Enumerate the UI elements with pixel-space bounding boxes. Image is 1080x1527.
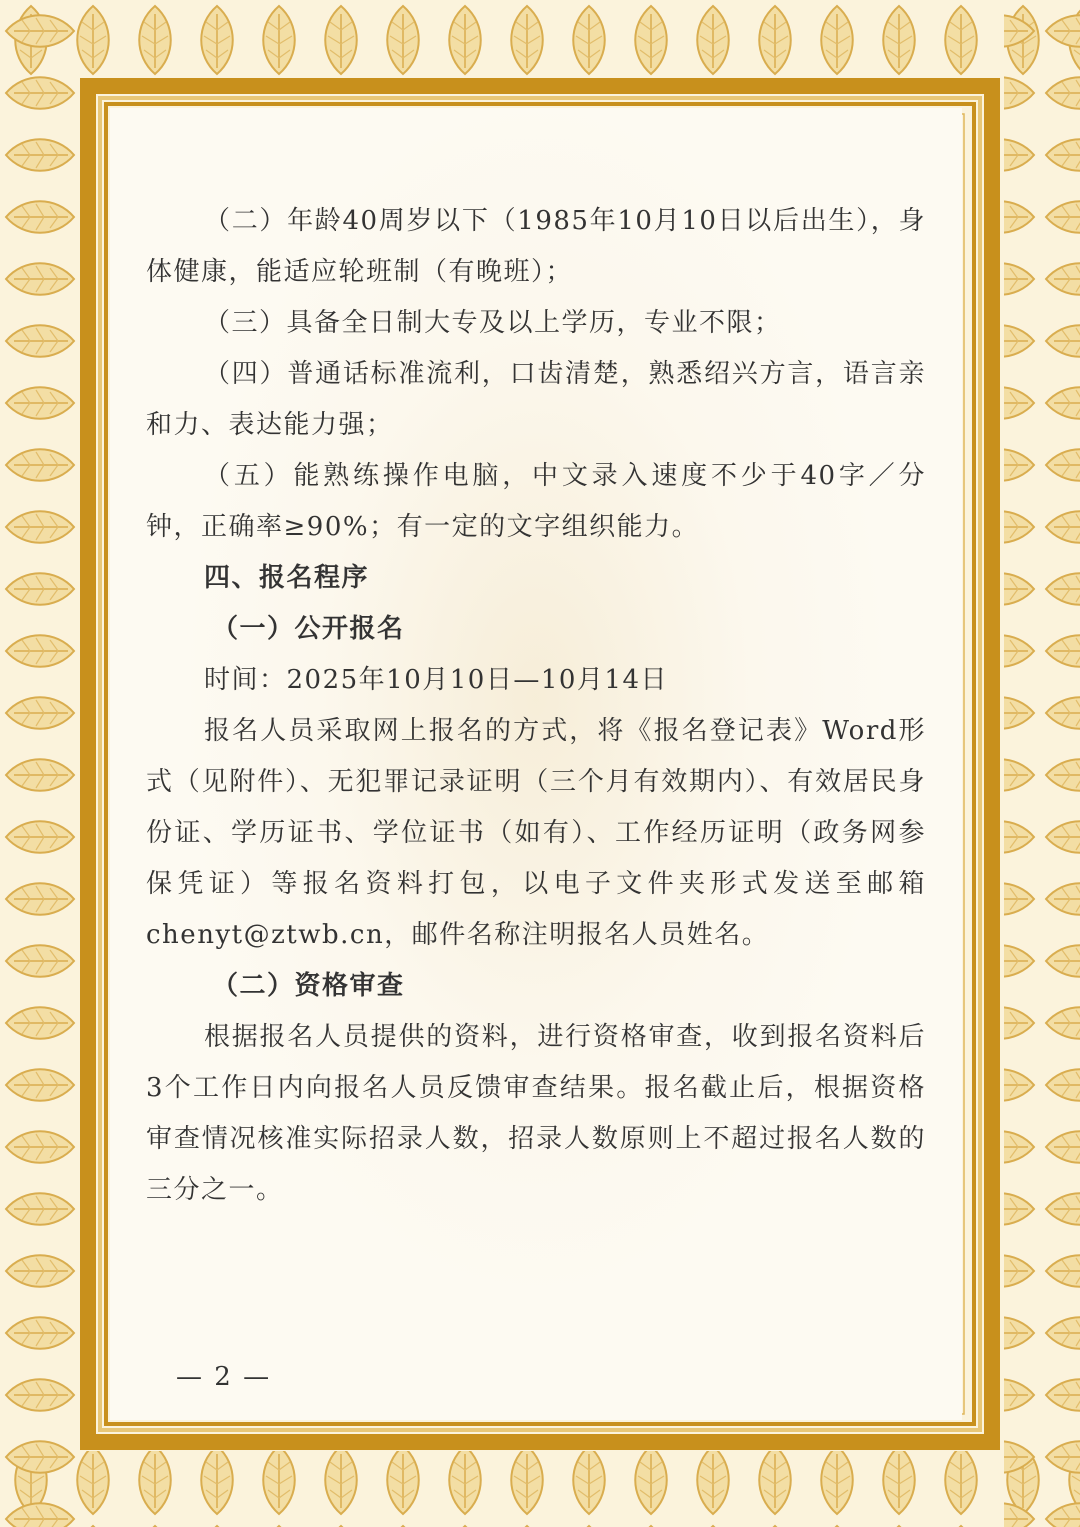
paragraph-age-requirement: （二）年龄40周岁以下（1985年10月10日以后出生），身体健康，能适应轮班制（有晚班）； — [146, 206, 926, 287]
subheading-public-registration: （一）公开报名 — [212, 614, 405, 644]
page-number: — 2 — — [176, 1362, 272, 1392]
paragraph-qualification-review: 根据报名人员提供的资料，进行资格审查，收到报名资料后3个工作日内向报名人员反馈审查结果。报名截止后，根据资格审查情况核准实际招录人数，招录人数原则上不超过报名人数的三分之一。 — [146, 1022, 926, 1205]
document-body — [146, 196, 926, 1216]
paragraph-computer-requirement: （五）能熟练操作电脑，中文录入速度不少于40字／分钟，正确率≥90%；有一定的文字组织能力。 — [146, 461, 926, 542]
subheading-qualification-review: （二）资格审查 — [212, 971, 405, 1001]
section-heading-registration: 四、报名程序 — [204, 563, 370, 593]
paragraph-registration-method: 报名人员采取网上报名的方式，将《报名登记表》Word形式（见附件）、无犯罪记录证明（三个月有效期内）、有效居民身份证、学历证书、学位证书（如有）、工作经历证明（政务网参保凭证）等报名资料打包，以电子文件夹形式发送至邮箱chenyt@ztwb.cn，邮件名称注明报名人员姓名。 — [146, 716, 926, 950]
paragraph-language-requirement: （四）普通话标准流利，口齿清楚，熟悉绍兴方言，语言亲和力、表达能力强； — [146, 359, 926, 440]
paragraph-education-requirement: （三）具备全日制大专及以上学历，专业不限； — [204, 308, 782, 338]
paragraph-registration-time: 时间：2025年10月10日—10月14日 — [204, 665, 669, 695]
